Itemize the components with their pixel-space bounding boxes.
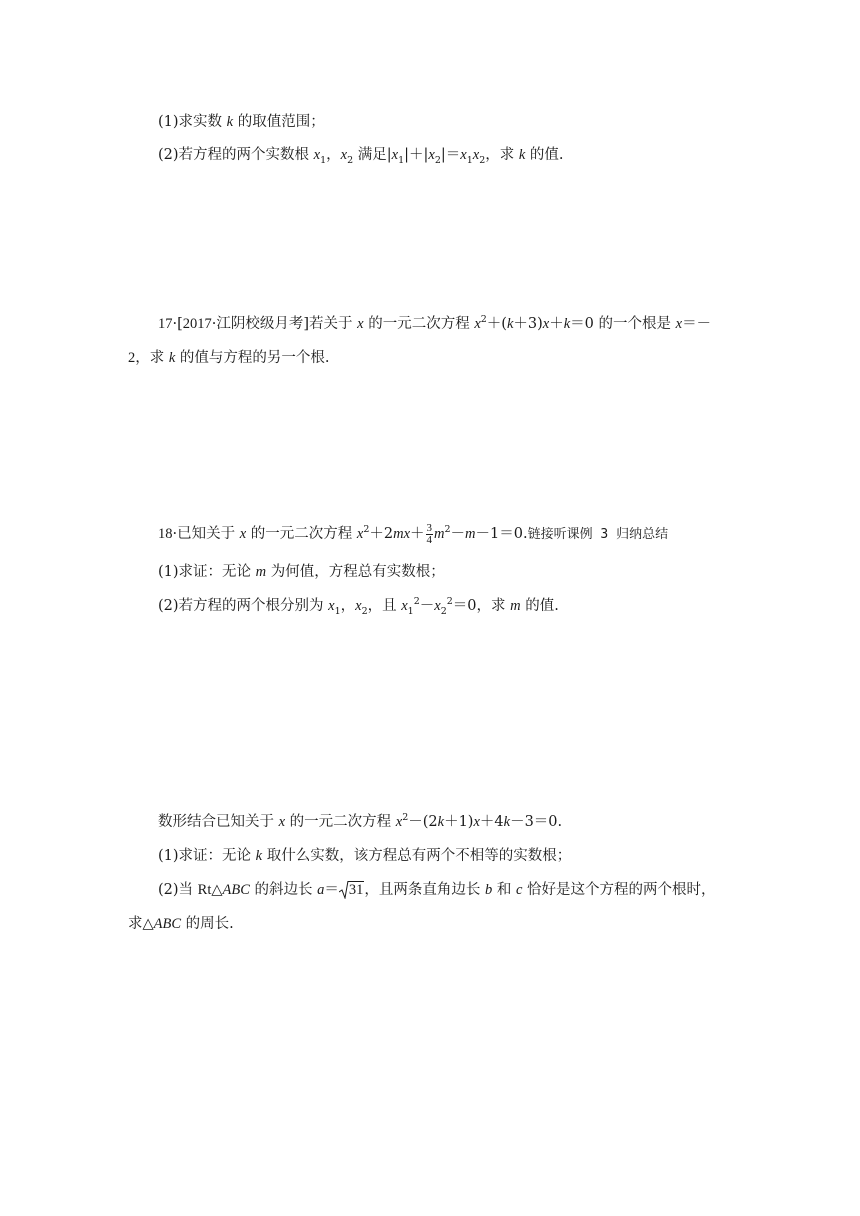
p18-stem: 18·已知关于 x 的一元二次方程 $x^2+2mx+$ $\frac{3}{4}$ $m^2-m-1=0$.链接听课例 3 归纳总结	[158, 521, 669, 546]
p16-part2: (2)若方程的两个实数根 $x_1$，$x_2$ 满足$|x_1|+|x_2|=x_1x_2$，求 k 的值.	[158, 147, 564, 166]
p19-part2-line1: (2)当 Rt△ABC 的斜边长 a＝ 31，且两条直角边长 b 和 c 恰好是这个方程的两个根时，	[158, 882, 716, 898]
p19-part2-line2: 求△ABC 的周长.	[128, 916, 234, 932]
p18-part2: (2)若方程的两个根分别为 $x_1$，$x_2$，且 $x_1^2-x_2^2=0$，求 m 的值.	[158, 596, 559, 617]
link-note: 链接听课例 3 归纳总结	[527, 527, 669, 542]
p17-line2: 2，求 k 的值与方程的另一个根.	[128, 350, 330, 366]
fraction-three-quarters: $\frac{3}{4}$	[426, 521, 433, 546]
p16-part1: (1)求实数 k 的取值范围；	[158, 114, 325, 130]
p19-part1: (1)求证：无论 k 取什么实数，该方程总有两个不相等的实数根；	[158, 848, 572, 864]
p19-stem: 数形结合已知关于 x 的一元二次方程 $x^2-(2k+1)x+4k-3=0$.	[158, 812, 563, 830]
sqrt-31: 31	[339, 880, 365, 900]
p18-part1: (1)求证：无论 m 为何值，方程总有实数根；	[158, 564, 445, 580]
p19-label: 数形结合	[158, 814, 216, 830]
p17-line1: 17·[2017·江阴校级月考]若关于 x 的一元二次方程 $x^2+(k+3)x+k=0$ 的一个根是 x＝－	[158, 314, 712, 332]
